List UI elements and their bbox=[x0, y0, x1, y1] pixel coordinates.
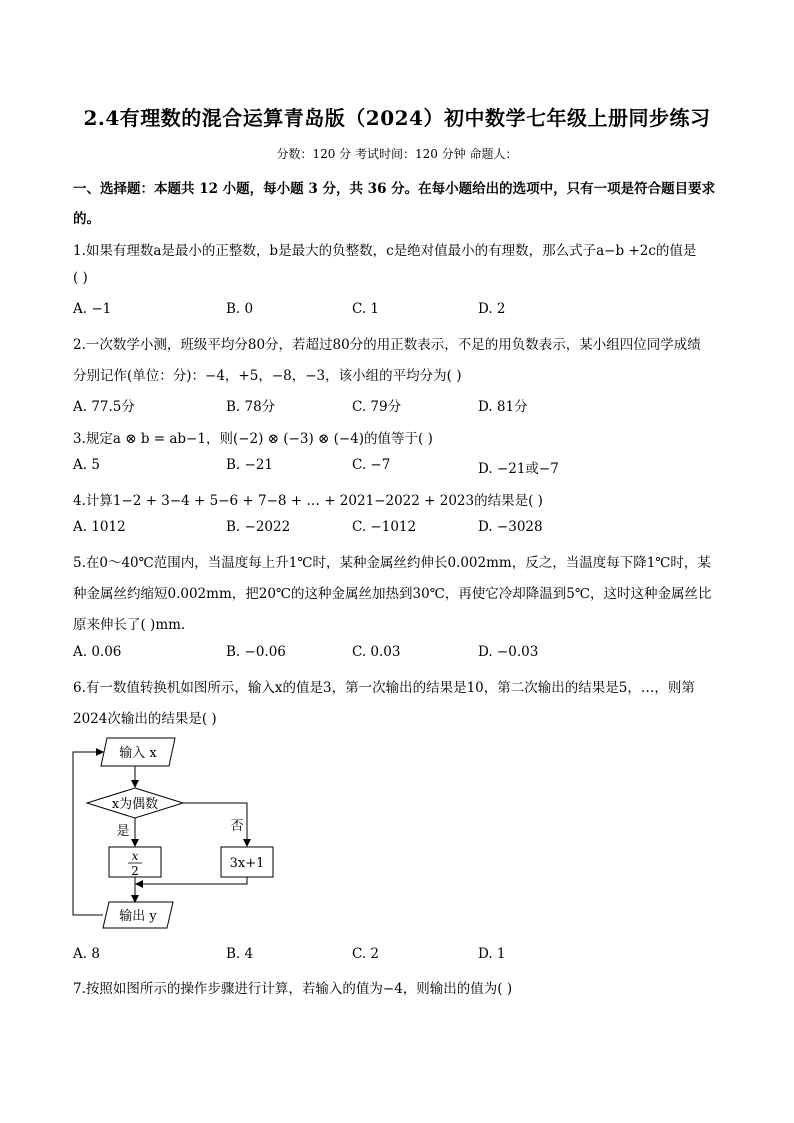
section-heading-line2: 的。 bbox=[73, 211, 100, 227]
output-label: 输出 y bbox=[119, 909, 157, 924]
question-5-text-cont: 种金属丝约缩短0.002mm，把20℃的这种金属丝加热到30℃，再使它冷却降温到5℃，这时这种金属丝比 bbox=[73, 586, 712, 602]
option-b[interactable]: B. 4 bbox=[226, 946, 254, 962]
no-label: 否 bbox=[230, 819, 244, 834]
question-5-options bbox=[73, 644, 723, 664]
section-heading-line1: 一、选择题：本题共 12 小题，每小题 3 分，共 36 分。在每小题给出的选项中，只有一项是符合题目要求 bbox=[73, 181, 716, 197]
question-7-text: 7.按照如图所示的操作步骤进行计算，若输入的值为−4，则输出的值为( ) bbox=[73, 981, 513, 997]
question-5-text: 5.在0～40℃范围内，当温度每上升1℃时，某种金属丝约伸长0.002mm，反之，当温度每下降1℃时，某 bbox=[73, 555, 711, 571]
question-1-text: 1.如果有理数a是最小的正整数，b是最大的负整数，c是绝对值最小的有理数，那么式子a−b +2c的值是 bbox=[73, 243, 697, 259]
question-2-text: 2.一次数学小测，班级平均分80分，若超过80分的用正数表示，不足的用负数表示，某小组四位同学成绩 bbox=[73, 337, 701, 353]
option-b[interactable]: B. 78分 bbox=[226, 399, 276, 415]
question-1-options bbox=[73, 301, 723, 321]
option-a[interactable]: A. 1012 bbox=[73, 519, 126, 535]
flowchart-diagram bbox=[65, 732, 295, 932]
option-d[interactable]: D. 2 bbox=[478, 301, 506, 317]
option-b[interactable]: B. 0 bbox=[226, 301, 254, 317]
question-4-options bbox=[73, 519, 723, 539]
half-denominator: 2 bbox=[131, 864, 139, 878]
question-5-text-cont2: 原来伸长了( )mm. bbox=[73, 617, 186, 633]
triple-label: 3x+1 bbox=[229, 856, 265, 871]
option-c[interactable]: C. 79分 bbox=[352, 399, 402, 415]
option-d[interactable]: D. −3028 bbox=[478, 519, 543, 535]
option-b[interactable]: B. −2022 bbox=[226, 519, 291, 535]
option-d[interactable]: D. −21或−7 bbox=[478, 461, 559, 477]
condition-label: x为偶数 bbox=[111, 797, 159, 812]
option-a[interactable]: A. 77.5分 bbox=[73, 399, 135, 415]
question-3-options bbox=[73, 457, 723, 477]
input-label: 输入 x bbox=[119, 746, 157, 761]
option-a[interactable]: A. 0.06 bbox=[73, 644, 122, 660]
page-title: 2.4有理数的混合运算青岛版（2024）初中数学七年级上册同步练习 bbox=[83, 106, 711, 130]
question-4-text: 4.计算1−2 + 3−4 + 5−6 + 7−8 + … + 2021−2022 + 2023的结果是( ) bbox=[73, 493, 543, 509]
option-d[interactable]: D. −0.03 bbox=[478, 644, 539, 660]
option-c[interactable]: C. −1012 bbox=[352, 519, 417, 535]
question-6-text-cont: 2024次输出的结果是( ) bbox=[73, 711, 217, 727]
option-d[interactable]: D. 81分 bbox=[478, 399, 528, 415]
question-6-options bbox=[73, 946, 723, 966]
option-a[interactable]: A. −1 bbox=[73, 301, 112, 317]
yes-label: 是 bbox=[116, 824, 130, 839]
option-c[interactable]: C. −7 bbox=[352, 457, 391, 473]
option-c[interactable]: C. 1 bbox=[352, 301, 380, 317]
option-c[interactable]: C. 2 bbox=[352, 946, 380, 962]
option-d[interactable]: D. 1 bbox=[478, 946, 506, 962]
option-a[interactable]: A. 5 bbox=[73, 457, 100, 473]
question-1-text-cont: ( ) bbox=[73, 270, 88, 286]
option-b[interactable]: B. −0.06 bbox=[226, 644, 286, 660]
half-numerator: x bbox=[131, 849, 139, 863]
option-b[interactable]: B. −21 bbox=[226, 457, 273, 473]
option-c[interactable]: C. 0.03 bbox=[352, 644, 401, 660]
exam-info: 分数：120 分 考试时间：120 分钟 命题人： bbox=[276, 147, 518, 161]
question-6-text: 6.有一数值转换机如图所示，输入x的值是3，第一次输出的结果是10，第二次输出的结果是5，…，则第 bbox=[73, 680, 695, 696]
question-2-options bbox=[73, 395, 723, 415]
question-3-text: 3.规定a ⊗ b = ab−1，则(−2) ⊗ (−3) ⊗ (−4)的值等于( ) bbox=[73, 431, 433, 447]
question-2-text-cont: 分别记作(单位：分)：−4，+5，−8，−3，该小组的平均分为( ) bbox=[73, 368, 462, 384]
option-a[interactable]: A. 8 bbox=[73, 946, 100, 962]
